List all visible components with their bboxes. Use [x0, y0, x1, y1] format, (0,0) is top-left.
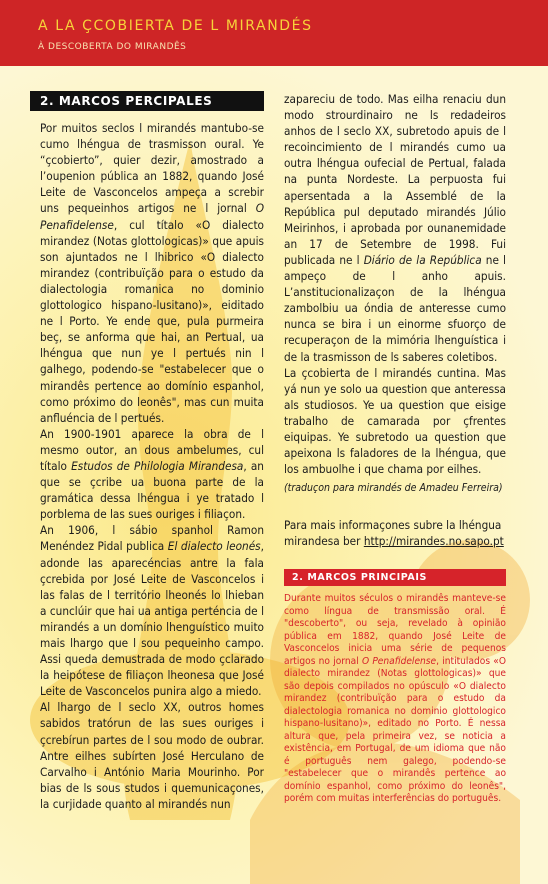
paragraph-2 [40, 426, 264, 523]
section-heading-mirandes: 2. MARCOS PERCIPALES [30, 91, 264, 111]
paragraph-4-text-part1: Al lhargo de l seclo XX, outros homes sabidos tratórun de las sues ouriges i çcrebírun partes de l sou modo de oubrar. Antre eilhes subírten José Herculano de Carvalho i António Maria Mourinho. Por bias de ls sous studos i quemunicaçones, la curjidade quanto al mirandés nun [40, 700, 264, 811]
column-right [284, 91, 506, 550]
portuguese-paragraph [284, 593, 506, 806]
header-title: A LA ÇCOBIERTA DE L MIRANDÉS [38, 18, 313, 34]
website-link[interactable]: http://mirandes.no.sapo.pt [363, 534, 504, 549]
book-title-dialecto-leones: El dialecto leonés [167, 539, 261, 554]
paragraph-2-text: An 1900-1901 aparece la obra de l mesmo outor, an dous ambelumes, cul títalo [40, 426, 264, 473]
paragraph-4-text-part2: zapareciu de todo. Mas eilha renaciu dun modo strourdinairo ne ls redadeiros anhos de l seclo XX, subretodo apuis de l recoincimiento de l mirandés cumo ua outra lhéngua oufecial de Pertual, falada na punta Nordeste. La perpuosta fui apersentada a la Assemblé de la República pul deputado mirandés Júlio Meirinhos, i aprobada por ounanemidade an 17 de Setembre de 1998. Fui publicada ne l [284, 92, 506, 267]
paragraph-4-start [40, 699, 264, 812]
portuguese-text-a: Durante muitos séculos o mirandês manteve-se como língua de transmissão oral. É "descoberto", ou seja, revelado à opinião pública em 1882, quando José Leite de Vasconcelos inicia uma série de pequenos artigos no jornal [284, 593, 506, 667]
paragraph-4-rest: ne l ampeço de l anho apuis. L’anstitucionalizaçon de la lhéngua zambolbiu ua óndia de anteresse cumo nunca se bira i un einorme sfuorço de recuperaçon de la mimória lhenguística i de la trasmisson de ls saberes coletibos. [284, 252, 506, 364]
paragraph-3 [40, 522, 264, 699]
translation-credit: (traduçon para mirandés de Amadeu Ferreira) [284, 482, 503, 495]
book-title-estudos: Estudos de Philologia Mirandesa [71, 458, 244, 473]
paragraph-1 [40, 120, 264, 426]
section-heading-portugues: 2. MARCOS PRINCIPAIS [284, 569, 506, 586]
paragraph-3-rest: , adonde las aparecéncias antre la fala çcrebida por José Leite de Vasconcelos i las falas de l território lheonés lo lhieban a cunclúir que hai ua antiga perténcia de l mirandés a un domínio lhenguístico muito mais lhargo que l sou pequeinho campo. Assi queda demustrada de modo çclarado la heipótese de filiaçon lheonesa que José Leite de Vasconcelos punira algo a miedo. [40, 539, 265, 699]
column-portuguese [284, 593, 506, 806]
diario-title: Diário de la República [363, 252, 482, 267]
paragraph-1-text: Por muitos seclos l mirandés mantubo-se cumo lhéngua de trasmisson oural. Ye “çcobierto”, quier dezir, amostrado a l’oupenion pública an 1882, quando José Leite de Vasconcelos ampeça a screbir uns pequeinhos artigos ne l jornal [40, 121, 264, 216]
paragraph-4-continued [284, 91, 506, 365]
header-subtitle: À DESCOBERTA DO MIRANDÊS [38, 42, 187, 52]
portuguese-journal-title: O Penafidelense [361, 655, 437, 667]
page-header [0, 0, 548, 66]
more-info [284, 517, 506, 549]
paragraph-1-rest: , cul títalo «O dialecto mirandez (Notas glottologicas)» que apuis son ajuntados ne l lhibrico «O dialecto mirandez (contribuïção para o estudo da dialectologia romanica no dominio glottologico hispano-lusitano)», eiditado ne l Porto. Ye ende que, pula purmeira beç, se anforma que hai, an Pertual, ua lhéngua que nun ye l pertués nin l galhego, podendo-se "estabelecer que o mirandês pertence ao domínio espanhol, como próximo do leonês", mas cun muita anfluéncia de l pertués. [40, 217, 264, 425]
more-info-text: Para mais informaçones subre la lhéngua mirandesa ber [284, 518, 502, 549]
paragraph-3-text: An 1906, l sábio spanhol Ramon Menéndez Pidal publica [40, 523, 264, 554]
paragraph-2-rest: , an que se çcribe ua buona parte de la gramática dessa lhéngua i ye tratado l porblema de las sues ouriges i filiaçon. [40, 458, 264, 522]
journal-title: O Penafidelense [40, 201, 264, 232]
paragraph-5: La çcobierta de l mirandés cuntina. Mas yá nun ye solo ua question que anteressa als studiosos. Ye ua question que eisige trabalho de camarada por çfrentes eiquipas. Ye subretodo ua question que apeixona ls faladores de la lhéngua, que los ambuolhe i que chama por eilhes. [284, 365, 506, 477]
column-left [40, 120, 264, 812]
portuguese-text-b: , intitulados «O dialecto mirandez (Notas glottologicas)» que são depois compilados no opúsculo «O dialecto mirandez (contribuïção para o estudo da dialectologia romanica no dominio glottologico hispano-lusitano)», editado no Porto. É nessa altura que, pela primeira vez, se noticia a existência, em Portugal, de um idioma que não é português nem galego, podendo-se "estabelecer que o mirandês pertence ao domínio espanhol, como próximo do leonês", porém com muitas interferências do português. [284, 655, 507, 804]
